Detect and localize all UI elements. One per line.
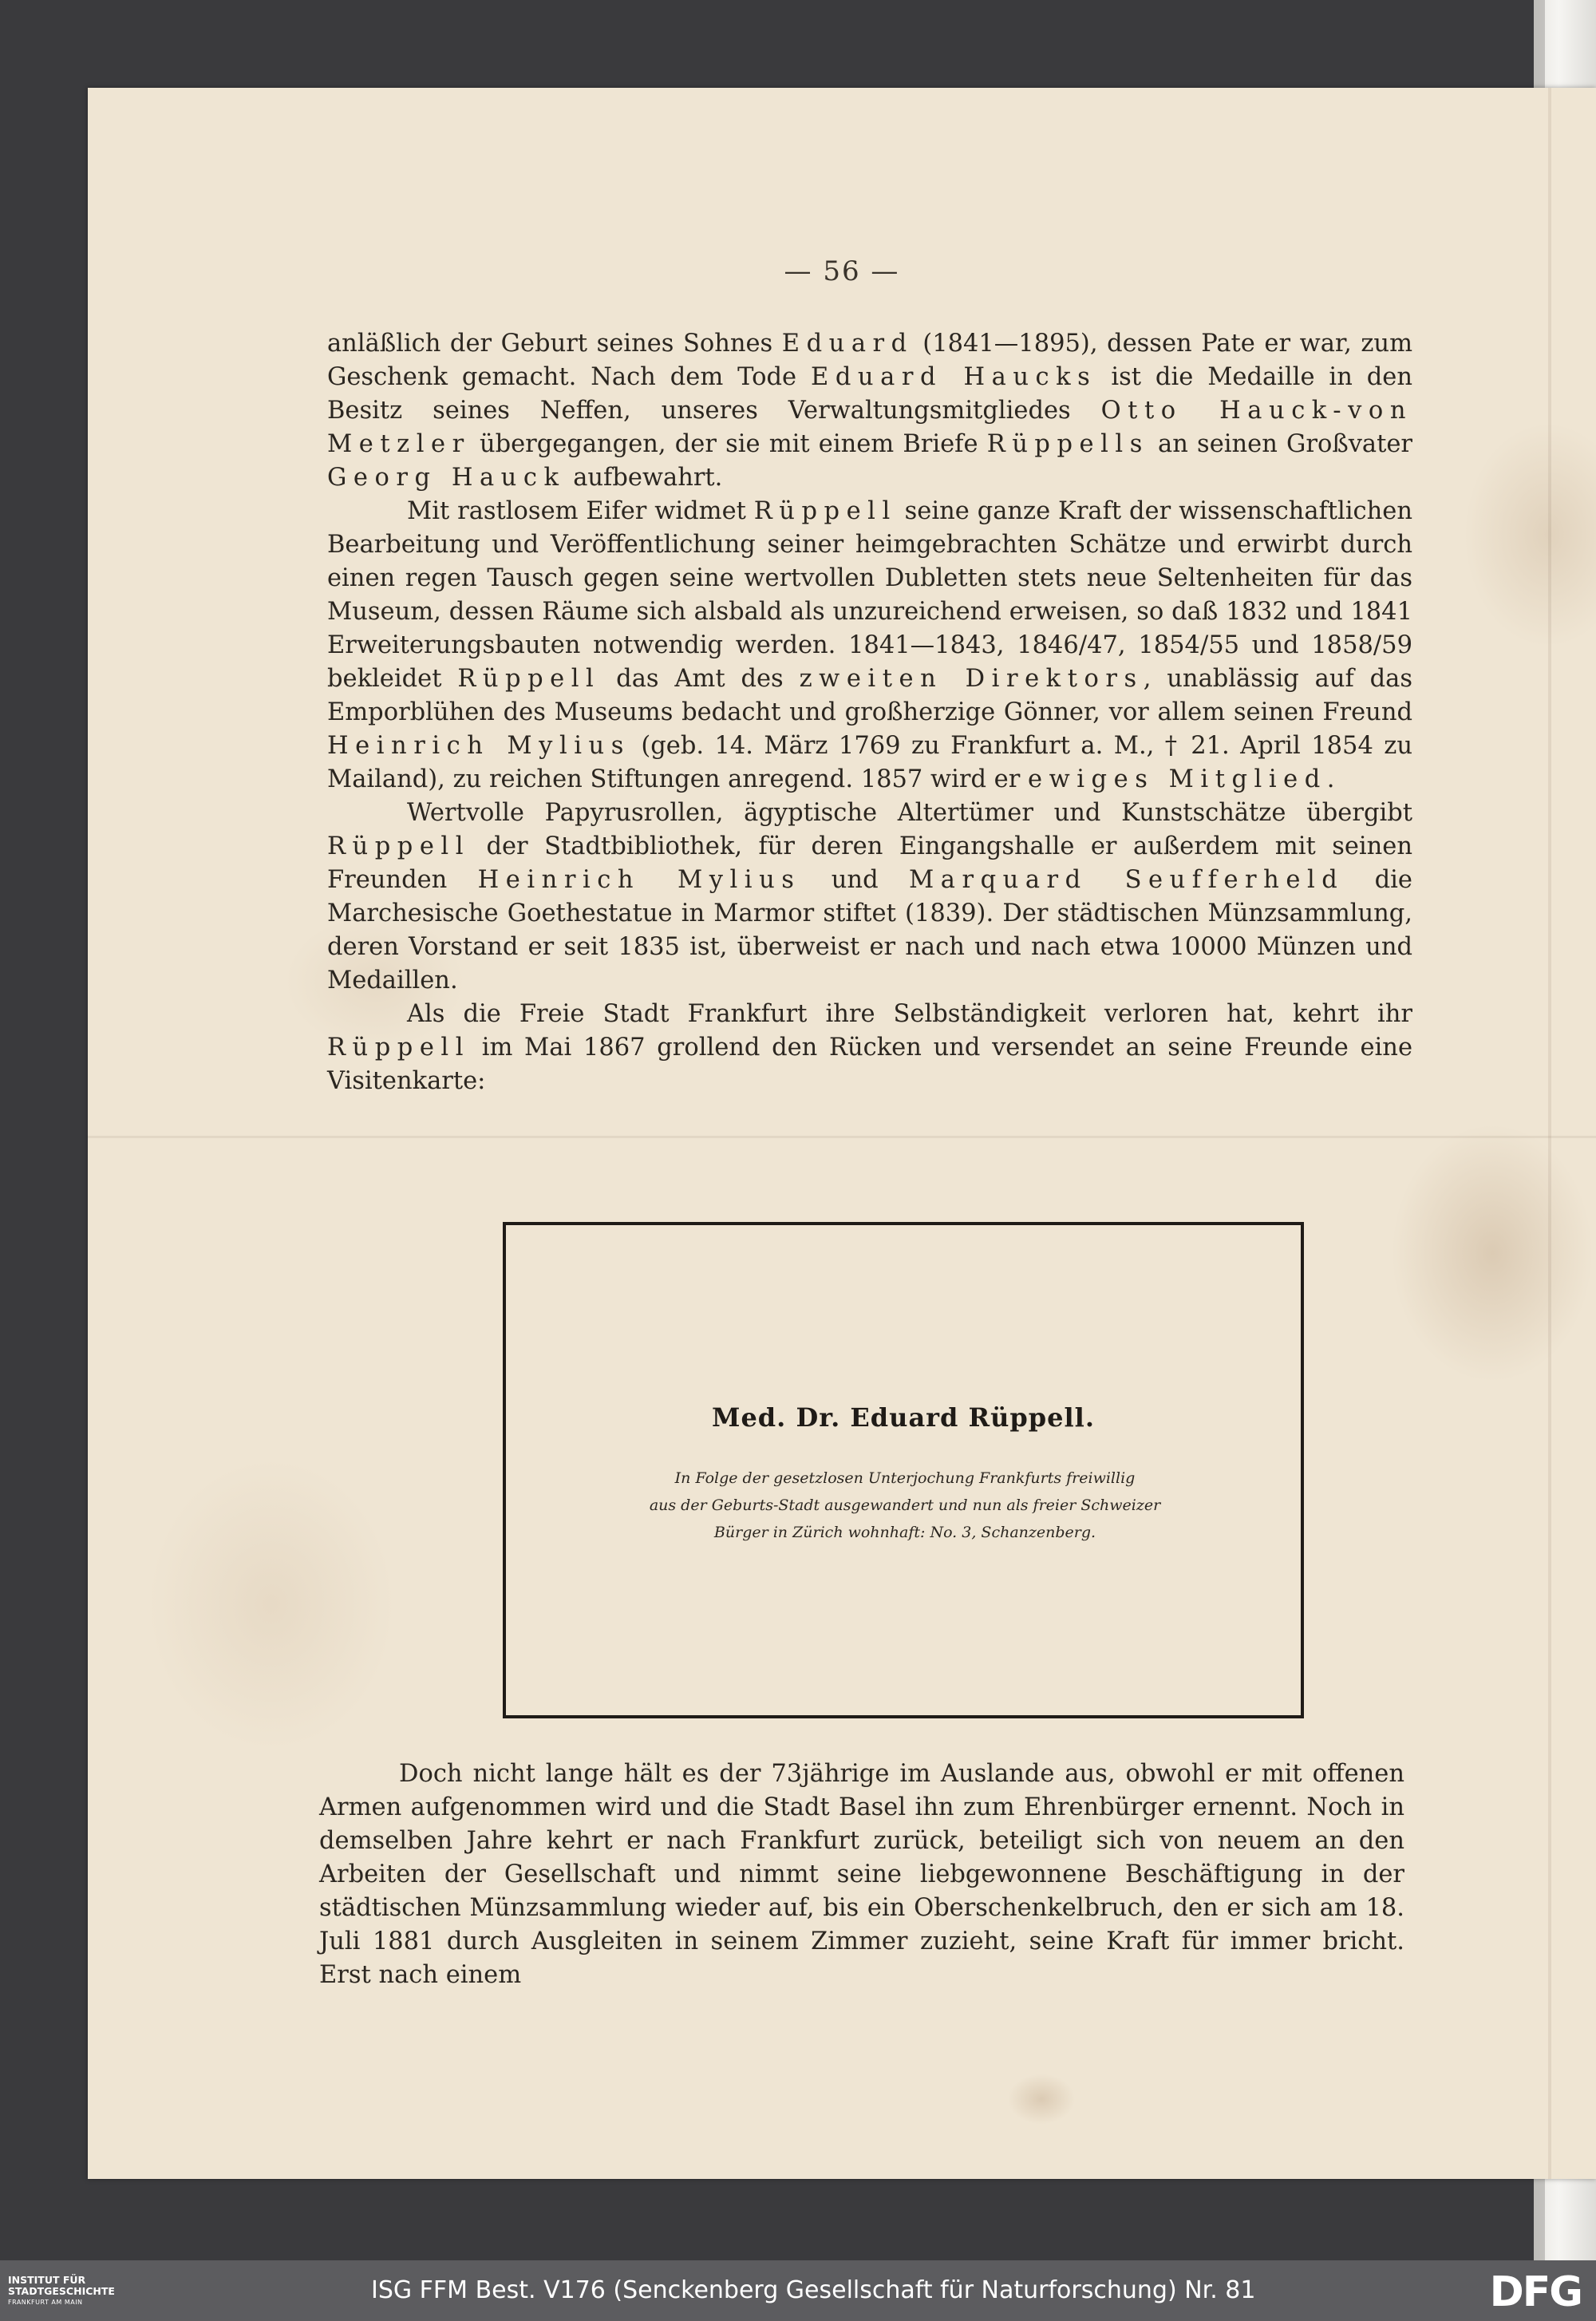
spaced-name: Otto Hauck-von Metzler	[327, 397, 1412, 458]
text-run: Mit rastlosem Eifer widmet	[407, 497, 754, 525]
text-run: anläßlich der Geburt seines Sohnes	[327, 330, 782, 358]
archive-reference: ISG FFM Best. V176 (Senckenberg Gesellschaft für Naturforschung) Nr. 81	[371, 2276, 1256, 2304]
text-run: .	[1326, 765, 1335, 793]
logo-line: INSTITUT FÜR	[8, 2274, 86, 2286]
text-run: (geb. 14. März 1769 zu Frankfurt a. M., † 21. April 1854 zu Mailand), zu reichen Stiftungen anregend. 1857 wird er	[327, 732, 1412, 793]
dfg-logo: DFG	[1489, 2268, 1582, 2316]
text-run: Wertvolle Papyrusrollen, ägyptische Altertümer und Kunstschätze übergibt	[407, 799, 1412, 827]
spaced-name: Rüppell	[327, 1034, 470, 1062]
spaced-name: Rüppell	[457, 665, 601, 693]
spaced-name: Marquard Seufferheld	[908, 866, 1345, 894]
institute-logo	[8, 2275, 168, 2308]
spaced-name: Georg Hauck	[327, 464, 566, 492]
text-run: Als die Freie Stadt Frankfurt ihre Selbständigkeit verloren hat, kehrt ihr	[407, 1000, 1412, 1028]
spaced-name: Eduard Haucks	[811, 363, 1097, 391]
spaced-name: Rüppell	[753, 497, 897, 525]
spaced-name: Rüppells	[986, 430, 1149, 458]
text-run: (1841—1895), dessen Pate er war, zum Geschenk gemacht. Nach dem Tode	[327, 330, 1412, 391]
text-run: übergegangen, der sie mit einem Briefe	[470, 430, 987, 458]
text-run: an seinen Großvater	[1148, 430, 1412, 458]
text-run: der Stadtbibliothek, für deren Eingangshalle er außerdem mit seinen Freunden	[327, 832, 1412, 894]
spaced-name: ewiges Mitglied	[1028, 765, 1327, 793]
paragraph	[327, 797, 1412, 998]
spaced-name: Heinrich Mylius	[477, 866, 801, 894]
fold-line-horizontal	[88, 1136, 1596, 1138]
archive-footer-bar	[0, 2260, 1596, 2321]
spaced-name: zweiten Direktors	[799, 665, 1144, 693]
text-run: und	[800, 866, 909, 894]
paragraph	[327, 327, 1412, 495]
paragraph	[319, 1758, 1404, 1992]
paragraph	[327, 495, 1412, 797]
text-run: im Mai 1867 grollend den Rücken und versendet an seine Freunde eine Visitenkarte:	[327, 1034, 1412, 1095]
card-name: Med. Dr. Eduard Rüppell.	[712, 1402, 1095, 1433]
text-run: , unablässig auf das Emporblühen des Museums bedacht und großherzige Gönner, vor allem seinen Freund	[327, 665, 1412, 726]
logo-line: FRANKFURT AM MAIN	[8, 2299, 83, 2306]
text-run: seine ganze Kraft der wissenschaftlichen Bearbeitung und Veröffentlichung seiner heimgebrachten Schätze und erwirbt durch einen regen Tausch gegen seine wertvollen Dubletten stets neue Seltenheiten für das Museum, dessen Räume sich alsbald als unzureichend erweisen, so daß 1832 und 1841 Erweiterungsbauten notwendig werden. 1841—1843, 1846/47, 1854/55 und 1858/59 bekleidet	[327, 497, 1412, 693]
page-number: — 56 —	[784, 255, 900, 287]
paragraph	[327, 998, 1412, 1098]
card-note-line: Bürger in Zürich wohnhaft: No. 3, Schanzenberg.	[713, 1524, 1096, 1541]
text-run: das Amt des	[600, 665, 800, 693]
card-note-line: In Folge der gesetzlosen Unterjochung Frankfurts freiwillig	[674, 1469, 1136, 1487]
card-note-line: aus der Geburts-Stadt ausgewandert und nun als freier Schweizer	[649, 1497, 1161, 1514]
fold-line-vertical	[1548, 88, 1551, 2179]
body-text-top	[327, 327, 1412, 1098]
visiting-card	[503, 1222, 1304, 1718]
document-page	[88, 88, 1596, 2179]
text-run: aufbewahrt.	[565, 464, 723, 492]
spaced-name: Rüppell	[327, 832, 470, 860]
spaced-name: Eduard	[781, 330, 914, 358]
logo-line: STADTGESCHICHTE	[8, 2285, 115, 2297]
card-note	[578, 1465, 1232, 1546]
text-run: ist die Medaille in den Besitz seines Neffen, unseres Verwaltungsmitgliedes	[327, 363, 1412, 425]
spaced-name: Heinrich Mylius	[327, 732, 630, 760]
text-run: Doch nicht lange hält es der 73jährige im Auslande aus, obwohl er mit offenen Armen aufgenommen wird und die Stadt Basel ihn zum Ehrenbürger ernennt. Noch in demselben Jahre kehrt er nach Frankfurt zurück, beteiligt sich von neuem an den Arbeiten der Gesellschaft und nimmt seine liebgewonnene Beschäftigung in der städtischen Münzsammlung wieder auf, bis ein Oberschenkelbruch, den er sich am 18. Juli 1881 durch Ausgleiten in seinem Zimmer zuzieht, seine Kraft für immer bricht. Erst nach einem	[319, 1760, 1404, 1989]
text-run: die Marchesische Goethestatue in Marmor stiftet (1839). Der städtischen Münzsammlung, deren Vorstand er seit 1835 ist, überweist er nach und nach etwa 10000 Münzen und Medaillen.	[327, 866, 1412, 994]
body-text-bottom	[319, 1758, 1404, 1992]
